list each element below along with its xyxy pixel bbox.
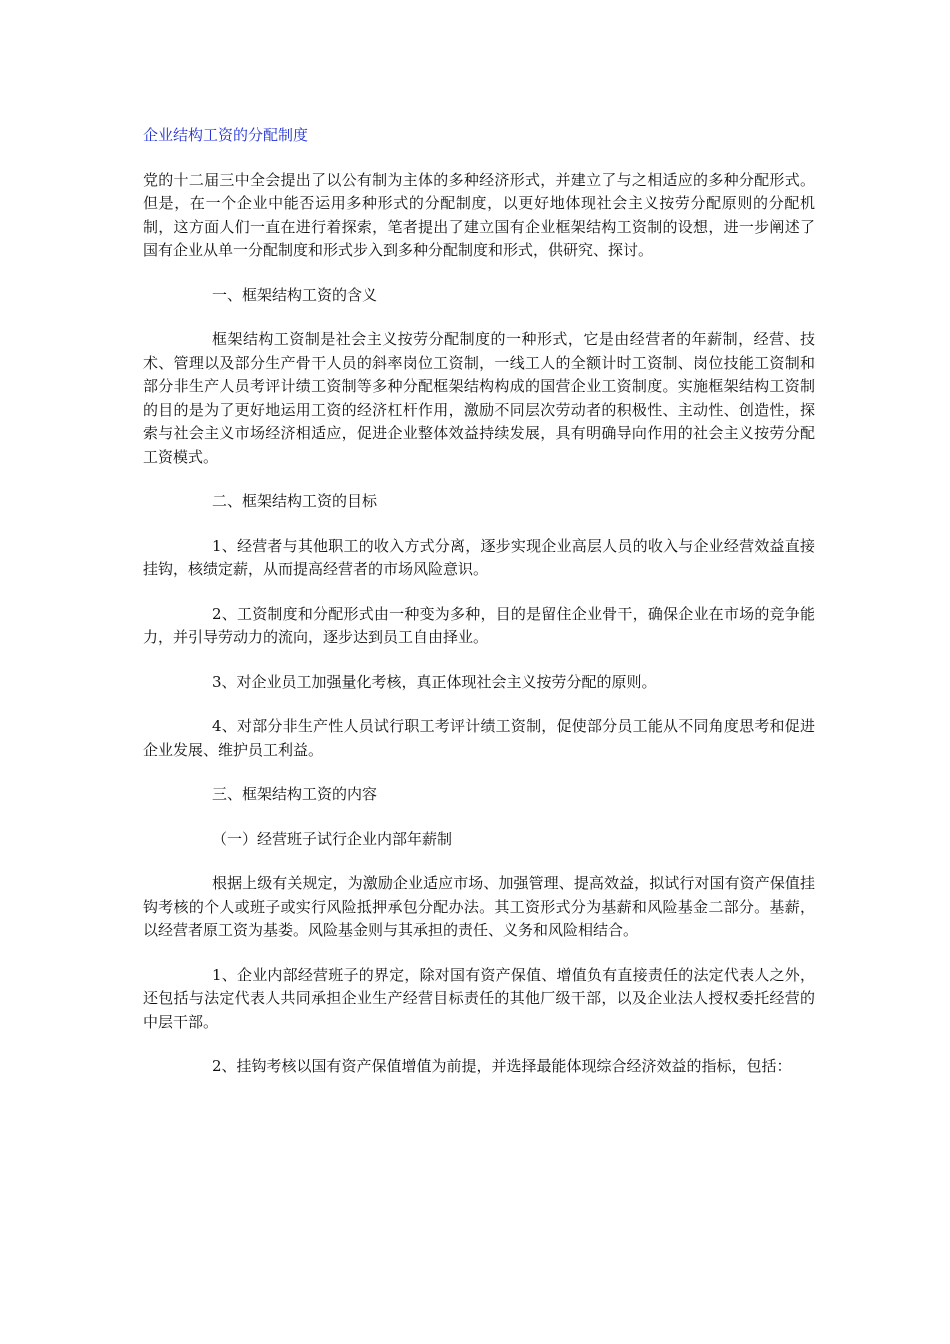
- section3-subheading: （一）经营班子试行企业内部年薪制: [212, 829, 453, 848]
- section3-paragraph: 根据上级有关规定，为激励企业适应市场、加强管理、提高效益，拟试行对国有资产保值挂钩考核的个人或班子或实行风险抵押承包分配办法。其工资形式分为基薪和风险基金二部分。基薪，以经营者原工资为基娄。风险基金则与其承担的责任、义务和风险相结合。: [143, 874, 815, 939]
- section2-item-1: 1、经营者与其他职工的收入方式分离，逐步实现企业高层人员的收入与企业经营效益直接挂钩，核绩定薪，从而提高经营者的市场风险意识。: [143, 536, 815, 578]
- section2-item-2: 2、工资制度和分配形式由一种变为多种，目的是留住企业骨干，确保企业在市场的竞争能力，并引导劳动力的流向，逐步达到员工自由择业。: [143, 604, 815, 646]
- section2-heading: 二、框架结构工资的目标: [212, 492, 378, 510]
- section3-item-2: 2、挂钩考核以国有资产保值增值为前提，并选择最能体现综合经济效益的指标，包括：: [212, 1057, 792, 1075]
- section2-item-4: 4、对部分非生产性人员试行职工考评计绩工资制，促使部分员工能从不同角度思考和促进企业发展、维护员工利益。: [143, 717, 815, 759]
- document-title: 企业结构工资的分配制度: [143, 126, 309, 144]
- section2-item-3: 3、对企业员工加强量化考核，真正体现社会主义按劳分配的原则。: [212, 672, 657, 691]
- section3-heading: 三、框架结构工资的内容: [212, 785, 378, 803]
- section1-paragraph: 框架结构工资制是社会主义按劳分配制度的一种形式，它是由经营者的年薪制，经营、技术、管理以及部分生产骨干人员的斜率岗位工资制，一线工人的全额计时工资制、岗位技能工资制和部分非生产人员考评计绩工资制等多种分配框架结构构成的国营企业工资制度。实施框架结构工资制的目的是为了更好地运用工资的经济杠杆作用，激励不同层次劳动者的积极性、主动性、创造性，探索与社会主义市场经济相适应，促进企业整体效益持续发展，具有明确导向作用的社会主义按劳分配工资模式。: [143, 330, 815, 466]
- section1-heading: 一、框架结构工资的含义: [212, 285, 378, 304]
- document-body: [143, 124, 815, 1100]
- section3-item-1: 1、企业内部经营班子的界定，除对国有资产保值、增值负有直接责任的法定代表人之外，还包括与法定代表人共同承担企业生产经营目标责任的其他厂级干部，以及企业法人授权委托经营的中层干部。: [143, 965, 815, 1031]
- intro-paragraph: 党的十二届三中全会提出了以公有制为主体的多种经济形式，并建立了与之相适应的多种分配形式。但是，在一个企业中能否运用多种形式的分配制度，以更好地体现社会主义按劳分配原则的分配机制，这方面人们一直在进行着探索，笔者提出了建立国有企业框架结构工资制的设想，进一步阐述了国有企业从单一分配制度和形式步入到多种分配制度和形式，供研究、探讨。: [143, 170, 815, 259]
